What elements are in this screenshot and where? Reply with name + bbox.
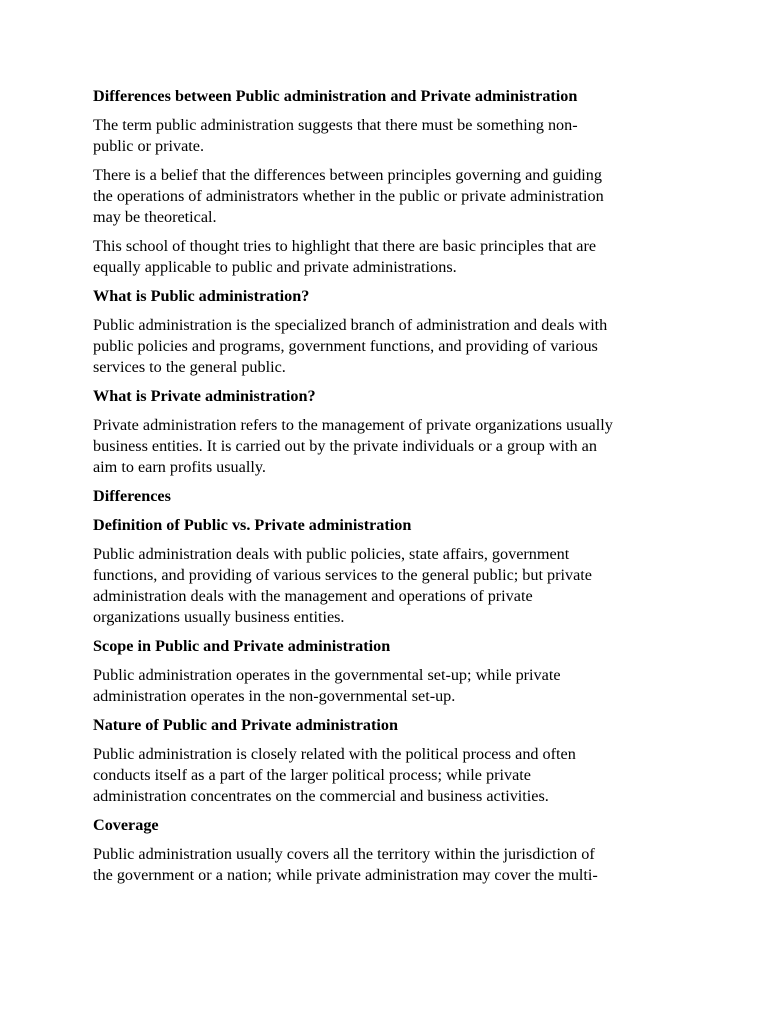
text-line: the operations of administrators whether in the public or private administration	[93, 187, 604, 205]
text-line: administration operates in the non-governmental set-up.	[93, 687, 456, 705]
text-line: public policies and programs, government functions, and providing of various	[93, 337, 598, 355]
paragraph	[93, 315, 683, 378]
paragraph	[93, 544, 683, 628]
text-line: There is a belief that the differences between principles governing and guiding	[93, 166, 602, 184]
text-line: Nature of Public and Private administration	[93, 716, 399, 734]
section-heading	[93, 286, 683, 307]
text-line: aim to earn profits usually.	[93, 458, 266, 476]
text-line: equally applicable to public and private administrations.	[93, 258, 457, 276]
text-line: The term public administration suggests that there must be something non-	[93, 116, 578, 134]
section-heading	[93, 515, 683, 536]
section-heading	[93, 636, 683, 657]
text-line: public or private.	[93, 137, 205, 155]
text-line: may be theoretical.	[93, 208, 217, 226]
paragraph	[93, 115, 683, 157]
text-line: Private administration refers to the management of private organizations usually	[93, 416, 613, 434]
paragraph	[93, 165, 683, 228]
text-line: What is Private administration?	[93, 387, 316, 405]
text-line: What is Public administration?	[93, 287, 310, 305]
text-line: Differences between Public administration and Private administration	[93, 87, 578, 105]
paragraph	[93, 744, 683, 807]
text-line: functions, and providing of various services to the general public; but private	[93, 566, 592, 584]
section-heading	[93, 486, 683, 507]
text-line: Differences	[93, 487, 171, 505]
text-line: Public administration usually covers all the territory within the jurisdiction of	[93, 845, 595, 863]
section-heading	[93, 815, 683, 836]
text-line: business entities. It is carried out by the private individuals or a group with an	[93, 437, 597, 455]
text-line: conducts itself as a part of the larger political process; while private	[93, 766, 531, 784]
paragraph	[93, 665, 683, 707]
text-line: the government or a nation; while private administration may cover the multi-	[93, 866, 598, 884]
paragraph	[93, 844, 683, 886]
text-line: Public administration deals with public policies, state affairs, government	[93, 545, 570, 563]
text-line: Definition of Public vs. Private administration	[93, 516, 412, 534]
text-line: Public administration is the specialized branch of administration and deals with	[93, 316, 608, 334]
text-line: services to the general public.	[93, 358, 286, 376]
text-line: administration deals with the management and operations of private	[93, 587, 533, 605]
text-line: Public administration operates in the governmental set-up; while private	[93, 666, 561, 684]
document-page	[93, 86, 683, 894]
document-title	[93, 86, 683, 107]
paragraph	[93, 415, 683, 478]
text-line: Public administration is closely related with the political process and often	[93, 745, 576, 763]
text-line: organizations usually business entities.	[93, 608, 345, 626]
text-line: administration concentrates on the commercial and business activities.	[93, 787, 549, 805]
text-line: This school of thought tries to highlight that there are basic principles that are	[93, 237, 597, 255]
section-heading	[93, 386, 683, 407]
text-line: Scope in Public and Private administration	[93, 637, 391, 655]
section-heading	[93, 715, 683, 736]
paragraph	[93, 236, 683, 278]
text-line: Coverage	[93, 816, 159, 834]
